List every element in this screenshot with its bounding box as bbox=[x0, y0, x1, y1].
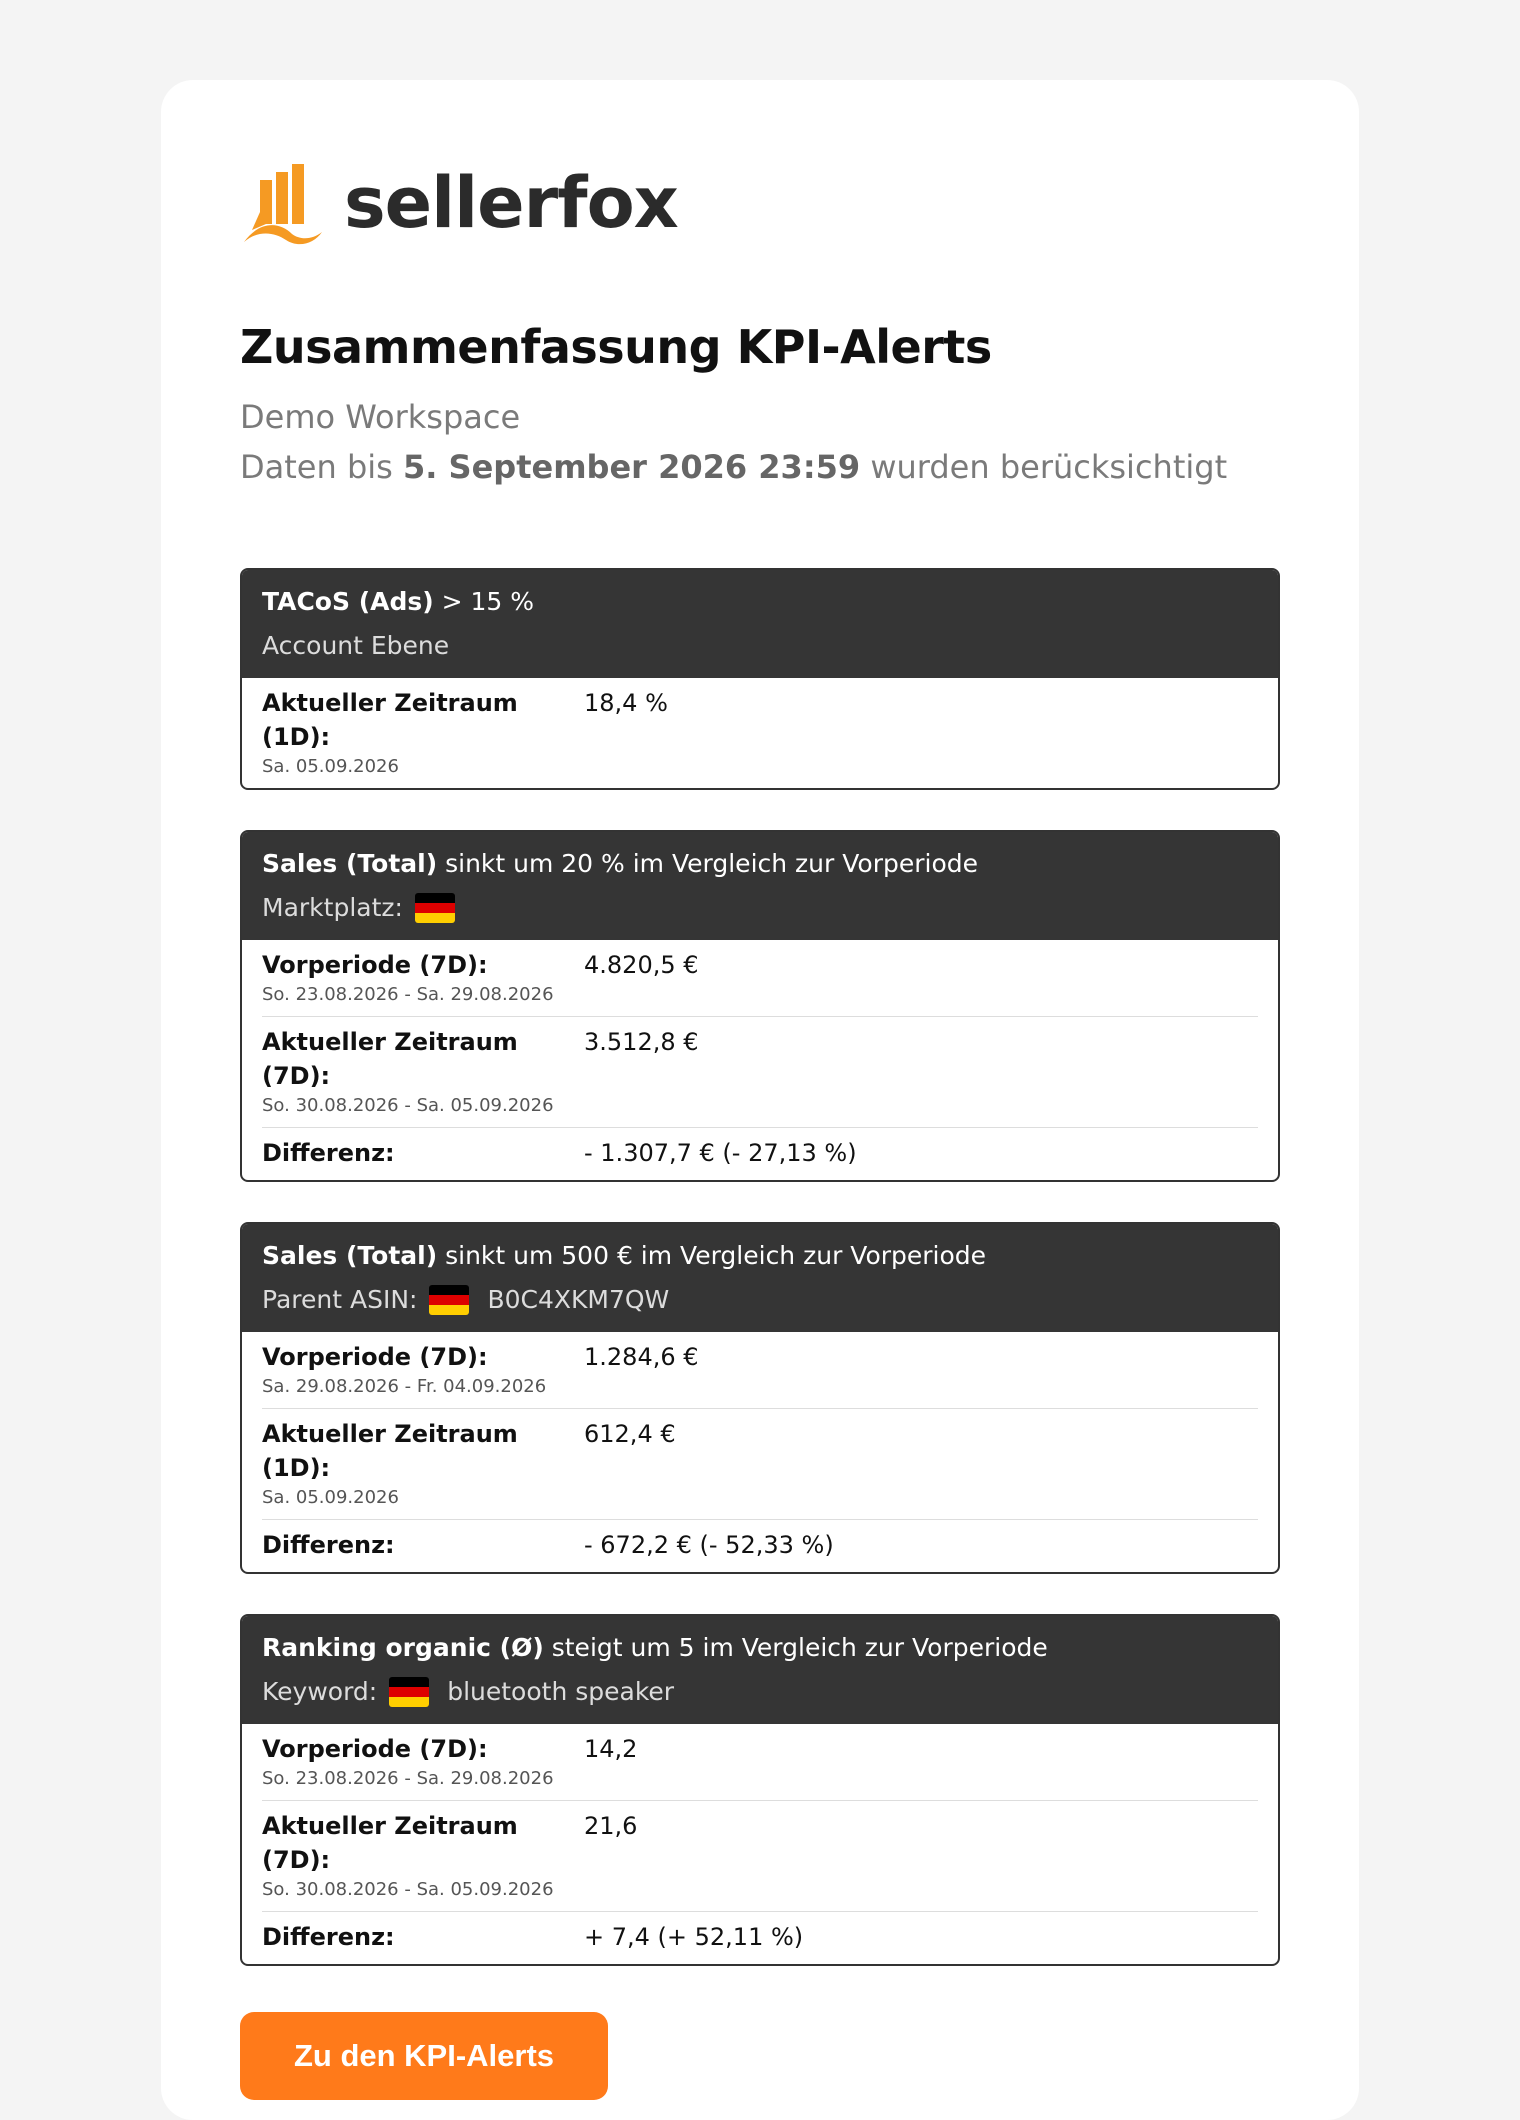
page-title: Zusammenfassung KPI-Alerts bbox=[240, 320, 992, 374]
sellerfox-logo-icon bbox=[240, 160, 326, 246]
alert-header bbox=[242, 1616, 1278, 1724]
germany-flag-icon bbox=[389, 1677, 429, 1707]
alert-condition: sinkt um 500 € im Vergleich zur Vorperiode bbox=[445, 1241, 987, 1270]
alert-condition: steigt um 5 im Vergleich zur Vorperiode bbox=[551, 1633, 1048, 1662]
alert-header bbox=[242, 570, 1278, 678]
alert-card bbox=[240, 830, 1280, 1182]
alert-row: Aktueller Zeitraum (1D): Sa. 05.09.2026 18,4 % bbox=[262, 689, 668, 777]
alert-header bbox=[242, 832, 1278, 940]
sellerfox-logo bbox=[240, 158, 1280, 248]
alert-row: Vorperiode (7D): So. 23.08.2026 - Sa. 29.08.2026 14,2 bbox=[262, 1724, 1258, 1801]
alert-metric: Ranking organic (Ø) bbox=[262, 1633, 544, 1662]
alert-header bbox=[242, 1224, 1278, 1332]
alert-list bbox=[240, 568, 1280, 1966]
alert-metric: Sales (Total) bbox=[262, 1241, 438, 1270]
alert-row: Aktueller Zeitraum (7D): So. 30.08.2026 - Sa. 05.09.2026 21,6 bbox=[262, 1801, 1258, 1912]
data-cutoff-note: Daten bis 5. September 2026 23:59 wurden berücksichtigt bbox=[240, 448, 1228, 486]
alert-row: Vorperiode (7D): Sa. 29.08.2026 - Fr. 04.09.2026 1.284,6 € bbox=[262, 1332, 1258, 1409]
alert-condition: > 15 % bbox=[441, 587, 535, 616]
alert-row: Differenz: - 1.307,7 € (- 27,13 %) bbox=[262, 1139, 857, 1167]
alert-row: Differenz: + 7,4 (+ 52,11 %) bbox=[262, 1923, 804, 1951]
alert-scope: Keyword: bbox=[262, 1677, 378, 1706]
brand-name: sellerfox bbox=[344, 162, 678, 244]
alert-card bbox=[240, 568, 1280, 790]
alert-scope-value: B0C4XKM7QW bbox=[487, 1285, 670, 1314]
alert-card bbox=[240, 1614, 1280, 1966]
germany-flag-icon bbox=[415, 893, 455, 923]
data-cutoff-date: 5. September 2026 23:59 bbox=[402, 448, 861, 486]
alert-row: Vorperiode (7D): So. 23.08.2026 - Sa. 29.08.2026 4.820,5 € bbox=[262, 940, 1258, 1017]
workspace-name: Demo Workspace bbox=[240, 398, 521, 436]
alert-scope: Account Ebene bbox=[262, 631, 450, 660]
alert-scope-value: bluetooth speaker bbox=[447, 1677, 675, 1706]
alert-row: Aktueller Zeitraum (1D): Sa. 05.09.2026 612,4 € bbox=[262, 1409, 1258, 1520]
alert-metric: TACoS (Ads) bbox=[262, 587, 434, 616]
email-card bbox=[161, 80, 1359, 2120]
kpi-alerts-button[interactable]: Zu den KPI-Alerts bbox=[240, 2012, 608, 2100]
germany-flag-icon bbox=[429, 1285, 469, 1315]
alert-metric: Sales (Total) bbox=[262, 849, 438, 878]
alert-row: Aktueller Zeitraum (7D): So. 30.08.2026 - Sa. 05.09.2026 3.512,8 € bbox=[262, 1017, 1258, 1128]
alert-row: Differenz: - 672,2 € (- 52,33 %) bbox=[262, 1531, 834, 1559]
alert-scope: Marktplatz: bbox=[262, 893, 403, 922]
alert-card bbox=[240, 1222, 1280, 1574]
alert-condition: sinkt um 20 % im Vergleich zur Vorperiode bbox=[445, 849, 978, 878]
alert-scope: Parent ASIN: bbox=[262, 1285, 418, 1314]
